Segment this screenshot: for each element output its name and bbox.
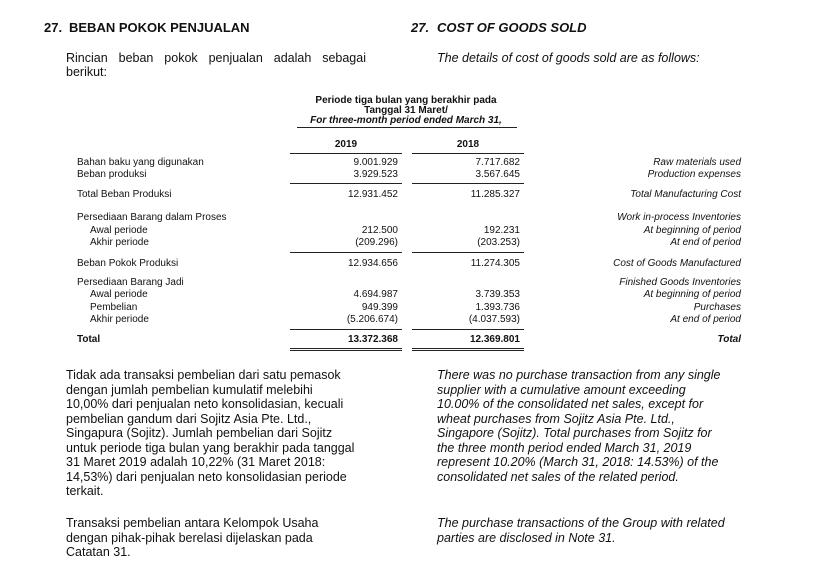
subtotal-rule xyxy=(412,252,524,253)
row-label-id: Total Beban Produksi xyxy=(77,189,172,200)
subtotal-rule xyxy=(412,183,524,184)
row-label-id: Awal periode xyxy=(90,289,148,300)
period-header-line-1: Periode tiga bulan yang berakhir pada xyxy=(315,95,497,106)
total-double-rule xyxy=(412,350,524,351)
period-header-line-2: Tanggal 31 Maret/ xyxy=(364,105,448,116)
subtotal-rule xyxy=(290,183,402,184)
text-line: dengan jumlah pembelian kumulatif melebihi xyxy=(66,382,313,397)
row-label-en: Production expenses xyxy=(647,169,741,180)
year-header-2019: 2019 xyxy=(334,139,358,150)
section-title-id: BEBAN POKOK PENJUALAN xyxy=(69,20,250,35)
row-value-2018: (4.037.593) xyxy=(468,314,520,325)
intro-text-en: The details of cost of goods sold are as follows: xyxy=(437,51,700,65)
intro-text-id: Rincian beban pokok penjualan adalah sebagai berikut: xyxy=(66,51,366,79)
text-line: The purchase transactions of the Group with related xyxy=(437,516,725,530)
row-value-2018: 11.274.305 xyxy=(470,258,520,269)
row-label-en: At beginning of period xyxy=(643,289,741,300)
text-line: 10.00% of the consolidated net sales, except for xyxy=(437,397,704,411)
row-label-id: Pembelian xyxy=(90,302,138,313)
text-line: 31 Maret 2019 adalah 10,22% (31 Maret 2018: xyxy=(66,455,326,469)
row-label-en: Purchases xyxy=(693,302,741,313)
text-line: pembelian gandum dari Sojitz Asia Pte. Ltd., xyxy=(66,411,312,426)
note-paragraph-2-en xyxy=(437,516,735,545)
section-heading-en xyxy=(411,20,587,35)
row-value-2019: 9.001.929 xyxy=(353,157,398,168)
section-title-en: COST OF GOODS SOLD xyxy=(437,20,587,35)
row-value-2018: 7.717.682 xyxy=(475,157,520,168)
section-number-en: 27. xyxy=(411,20,430,35)
row-value-2018: 11.285.327 xyxy=(470,189,520,200)
text-line: untuk periode tiga bulan yang berakhir pada tanggal xyxy=(66,440,355,455)
text-line: There was no purchase transaction from any single xyxy=(437,368,721,382)
row-label-id: Total xyxy=(77,334,101,345)
row-label-id: Bahan baku yang digunakan xyxy=(77,157,204,168)
row-value-2019: 4.694.987 xyxy=(353,289,398,300)
row-label-en: Raw materials used xyxy=(653,157,741,168)
text-line: Singapore (Sojitz). Total purchases from Sojitz for xyxy=(437,426,712,440)
section-heading-id xyxy=(44,20,250,35)
total-double-rule xyxy=(412,348,524,349)
period-header-line-3: For three-month period ended March 31, xyxy=(310,115,502,126)
row-label-en: Finished Goods Inventories xyxy=(619,277,741,288)
total-double-rule xyxy=(290,350,402,351)
header-rule xyxy=(297,127,517,128)
row-label-id: Beban Pokok Produksi xyxy=(77,258,179,269)
total-double-rule xyxy=(290,348,402,349)
row-label-en: Total Manufacturing Cost xyxy=(630,189,741,200)
year-header-2018: 2018 xyxy=(456,139,480,150)
text-line: wheat purchases from Sojitz Asia Pte. Ltd., xyxy=(437,411,675,426)
row-label-id: Akhir periode xyxy=(90,237,149,248)
row-value-2019: (209.296) xyxy=(355,237,398,248)
text-line: represent 10.20% (March 31, 2018: 14.53%) of the xyxy=(437,455,719,469)
text-line: 14,53%) dari penjualan neto konsolidasian periode xyxy=(66,469,347,484)
note-paragraph-1-id xyxy=(66,368,364,499)
year-rule-2018 xyxy=(412,153,524,154)
row-label-id: Persediaan Barang dalam Proses xyxy=(77,212,227,223)
row-value-2019: 3.929.523 xyxy=(353,169,398,180)
text-line: Transaksi pembelian antara Kelompok Usaha xyxy=(66,516,319,530)
text-line: Catatan 31. xyxy=(66,545,131,559)
row-label-id: Akhir periode xyxy=(90,314,149,325)
subtotal-rule xyxy=(290,252,402,253)
row-value-2018: 3.567.645 xyxy=(475,169,520,180)
text-line: terkait. xyxy=(66,484,104,498)
row-label-id: Beban produksi xyxy=(77,169,147,180)
row-label-en: Work in-process Inventories xyxy=(617,212,741,223)
subtotal-rule xyxy=(412,329,524,330)
row-value-2018: 192.231 xyxy=(483,225,520,236)
row-label-id: Awal periode xyxy=(90,225,148,236)
section-number-id: 27. xyxy=(44,20,63,35)
row-label-en: At end of period xyxy=(670,314,741,325)
row-value-2019: 12.931.452 xyxy=(347,189,398,200)
text-line: consolidated net sales of the related period. xyxy=(437,469,679,484)
row-label-en: Total xyxy=(717,334,741,345)
note-paragraph-1-en xyxy=(437,368,735,484)
text-line: dengan pihak-pihak berelasi dijelaskan pada xyxy=(66,530,313,545)
text-line: Tidak ada transaksi pembelian dari satu pemasok xyxy=(66,368,341,382)
text-line: the three month period ended March 31, 2019 xyxy=(437,440,692,455)
subtotal-rule xyxy=(290,329,402,330)
row-label-en: At beginning of period xyxy=(643,225,741,236)
row-label-en: Cost of Goods Manufactured xyxy=(613,258,741,269)
row-value-2019: (5.206.674) xyxy=(346,314,398,325)
text-line: 10,00% dari penjualan neto konsolidasian, kecuali xyxy=(66,397,344,411)
row-value-2019: 949.399 xyxy=(361,302,398,313)
row-value-2019: 13.372.368 xyxy=(347,334,398,345)
row-value-2018: 1.393.736 xyxy=(475,302,520,313)
text-line: parties are disclosed in Note 31. xyxy=(437,530,616,545)
note-paragraph-2-id xyxy=(66,516,364,560)
row-value-2018: 12.369.801 xyxy=(469,334,520,345)
year-rule-2019 xyxy=(290,153,402,154)
row-value-2018: 3.739.353 xyxy=(475,289,520,300)
row-value-2019: 212.500 xyxy=(361,225,398,236)
table-period-header xyxy=(290,96,522,126)
row-label-en: At end of period xyxy=(670,237,741,248)
row-value-2019: 12.934.656 xyxy=(347,258,398,269)
row-label-id: Persediaan Barang Jadi xyxy=(77,277,184,288)
text-line: supplier with a cumulative amount exceeding xyxy=(437,382,686,397)
row-value-2018: (203.253) xyxy=(477,237,520,248)
text-line: Singapura (Sojitz). Jumlah pembelian dari Sojitz xyxy=(66,426,333,440)
